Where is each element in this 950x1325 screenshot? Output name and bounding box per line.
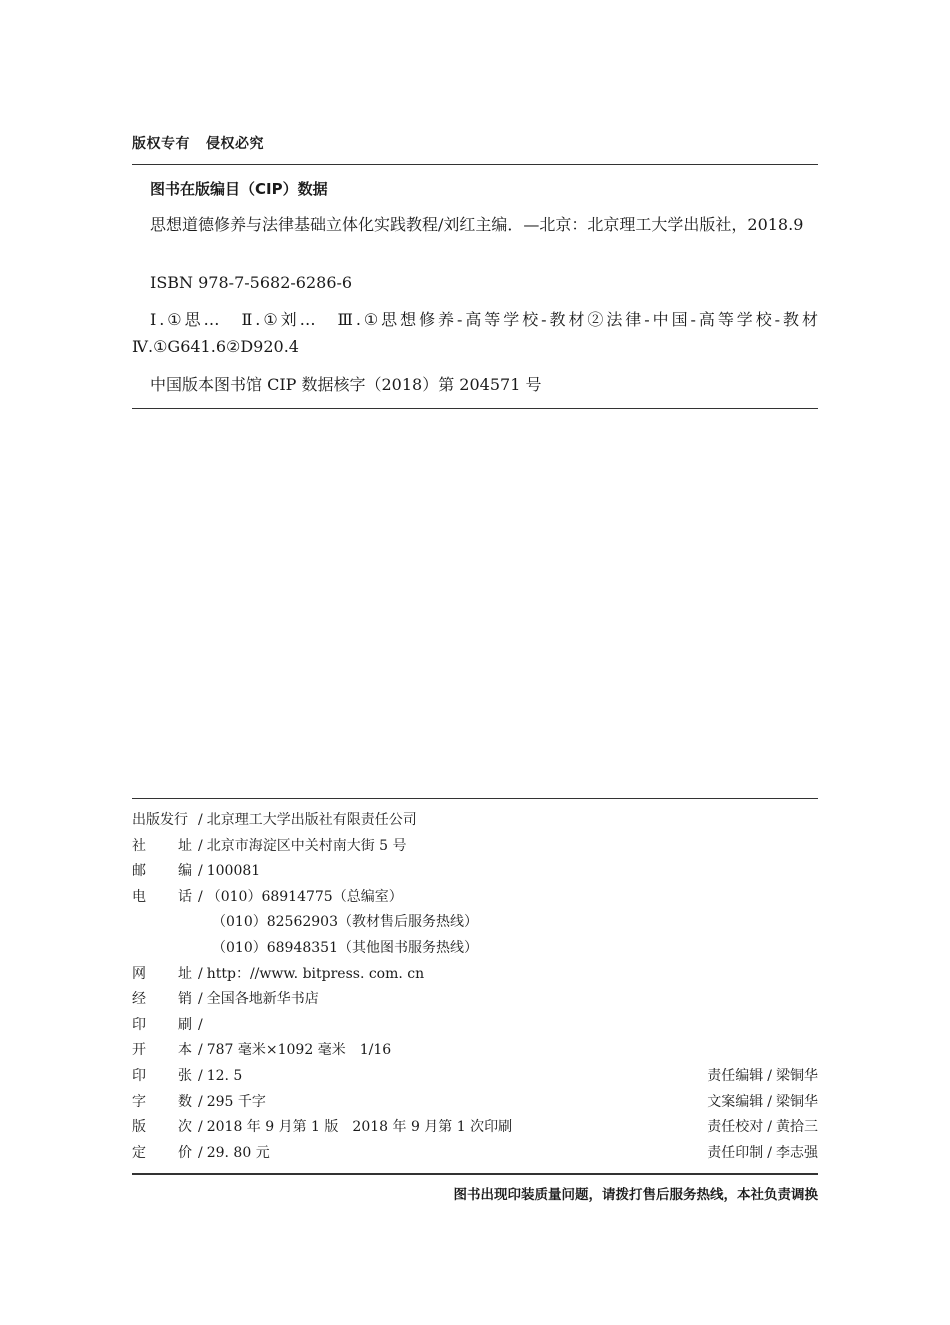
- phone-label-2: 话: [178, 888, 192, 905]
- staff-copy-editor: 文案编辑 / 梁铜华: [707, 1093, 818, 1110]
- edition-label-2: 次: [178, 1119, 192, 1136]
- staff-print-manager-role: 责任印制: [707, 1144, 764, 1161]
- publisher-row: 出版发行 / 北京理工大学出版社有限责任公司: [132, 808, 818, 834]
- staff-copy-editor-role: 文案编辑: [707, 1093, 764, 1110]
- website-row: 网 址 / http：//www. bitpress. com. cn: [132, 962, 818, 988]
- printer-label-2: 刷: [178, 1016, 192, 1033]
- staff-editor: 责任编辑 / 梁铜华: [707, 1067, 818, 1084]
- staff-editor-role: 责任编辑: [707, 1067, 764, 1084]
- copyright-text-2: 侵权必究: [206, 136, 264, 152]
- cip-number: 中国版本图书馆 CIP 数据核字（2018）第 204571 号: [150, 375, 542, 394]
- website-label-2: 址: [178, 965, 192, 982]
- phone-row: 电 话 / （010）68914775（总编室）: [132, 885, 818, 911]
- address-row: 社 址 / 北京市海淀区中关村南大街 5 号: [132, 834, 818, 860]
- words-label-1: 字: [132, 1093, 146, 1110]
- publisher-label: 出版发行: [132, 812, 188, 828]
- staff-proofreader: 责任校对 / 黄拾三: [707, 1119, 818, 1136]
- staff-editor-name: 梁铜华: [776, 1067, 818, 1084]
- postcode-row: 邮 编 / 100081: [132, 859, 818, 885]
- sheets-label-1: 印: [132, 1067, 146, 1084]
- edition-value: 2018 年 9 月第 1 版 2018 年 9 月第 1 次印刷: [206, 1119, 513, 1136]
- staff-print-manager: 责任印制 / 李志强: [707, 1144, 818, 1161]
- printer-label-1: 印: [132, 1016, 146, 1033]
- price-value: 29. 80 元: [206, 1144, 270, 1161]
- phone-value-2: （010）82562903（教材售后服务热线）: [212, 914, 478, 931]
- edition-row: 版 次 / 2018 年 9 月第 1 版 2018 年 9 月第 1 次印刷 责任校对 / 黄拾三: [132, 1115, 818, 1141]
- words-label-2: 数: [178, 1093, 192, 1110]
- address-label-2: 址: [178, 837, 192, 854]
- copyright-notice: [132, 133, 264, 153]
- phone-label-1: 电: [132, 888, 146, 905]
- quality-notice: 图书出现印装质量问题，请拨打售后服务热线，本社负责调换: [453, 1187, 818, 1203]
- cip-isbn: ISBN 978-7-5682-6286-6: [150, 273, 353, 292]
- postcode-value: 100081: [206, 863, 261, 880]
- postcode-label-1: 邮: [132, 863, 146, 880]
- staff-proofreader-role: 责任校对: [707, 1119, 764, 1136]
- phone-row-2: [132, 910, 818, 936]
- cip-classification: Ⅰ.①思… Ⅱ.①刘… Ⅲ.①思想修养-高等学校-教材②法律-中国-高等学校-教材 Ⅳ.①G641.6②D920.4: [132, 310, 835, 356]
- phone-value-1: （010）68914775（总编室）: [206, 888, 403, 905]
- format-row: 开 本 / 787 毫米×1092 毫米 1/16: [132, 1038, 818, 1064]
- words-row: 字 数 / 295 千字 文案编辑 / 梁铜华: [132, 1090, 818, 1116]
- phone-value-3: （010）68948351（其他图书服务热线）: [212, 939, 478, 956]
- postcode-label-2: 编: [178, 863, 192, 880]
- publisher-value: 北京理工大学出版社有限责任公司: [206, 812, 417, 828]
- cip-title-line: 思想道德修养与法律基础立体化实践教程/刘红主编．—北京：北京理工大学出版社，2018.9: [150, 215, 804, 234]
- cip-bottom-rule: [132, 408, 818, 409]
- format-value: 787 毫米×1092 毫米 1/16: [206, 1042, 392, 1059]
- publication-bottom-rule: [132, 1173, 818, 1175]
- sheets-label-2: 张: [178, 1067, 192, 1084]
- price-row: 定 价 / 29. 80 元 责任印制 / 李志强: [132, 1141, 818, 1167]
- staff-print-manager-name: 李志强: [776, 1144, 818, 1161]
- staff-proofreader-name: 黄拾三: [776, 1119, 818, 1136]
- sheets-value: 12. 5: [206, 1067, 243, 1084]
- cip-top-rule: [132, 164, 818, 165]
- price-label-2: 价: [178, 1144, 192, 1161]
- format-label-2: 本: [178, 1042, 192, 1059]
- distributor-value: 全国各地新华书店: [206, 991, 319, 1008]
- website-value: http：//www. bitpress. com. cn: [206, 965, 425, 982]
- distributor-label-1: 经: [132, 991, 146, 1008]
- staff-copy-editor-name: 梁铜华: [776, 1093, 818, 1110]
- cip-heading: 图书在版编目（CIP）数据: [150, 180, 328, 198]
- address-label-1: 社: [132, 837, 146, 854]
- address-value: 北京市海淀区中关村南大街 5 号: [206, 837, 407, 854]
- edition-label-1: 版: [132, 1119, 146, 1136]
- words-value: 295 千字: [206, 1093, 266, 1110]
- website-label-1: 网: [132, 965, 146, 982]
- printer-row: 印 刷 /: [132, 1013, 818, 1039]
- price-label-1: 定: [132, 1144, 146, 1161]
- publication-info: [132, 808, 818, 1166]
- sheets-row: 印 张 / 12. 5 责任编辑 / 梁铜华: [132, 1064, 818, 1090]
- publication-top-rule: [132, 798, 818, 799]
- copyright-text-1: 版权专有: [132, 136, 190, 152]
- distributor-label-2: 销: [178, 991, 192, 1008]
- phone-row-3: [132, 936, 818, 962]
- format-label-1: 开: [132, 1042, 146, 1059]
- copyright-page: [132, 0, 835, 1325]
- distributor-row: 经 销 / 全国各地新华书店: [132, 987, 818, 1013]
